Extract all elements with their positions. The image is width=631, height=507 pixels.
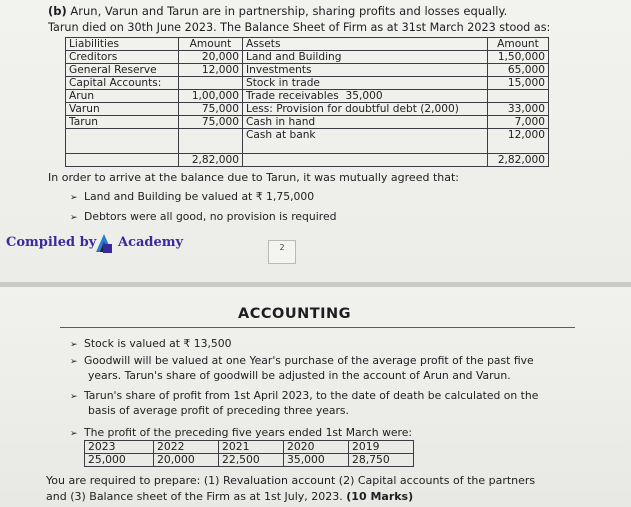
- list-item: [70, 337, 232, 350]
- agreement-intro: In order to arrive at the balance due to Tarun, it was mutually agreed that:: [48, 171, 459, 184]
- table-row: [66, 51, 549, 64]
- cell: 33,000: [488, 103, 549, 116]
- profit-cell: 22,500: [219, 454, 284, 467]
- marks-label: (10 Marks): [346, 490, 414, 503]
- year-cell: 2020: [284, 441, 349, 454]
- profit-cell: 20,000: [154, 454, 219, 467]
- cell: General Reserve: [66, 64, 179, 77]
- cell: [66, 154, 179, 167]
- table-row: [66, 129, 549, 154]
- table-row-total: [66, 154, 549, 167]
- header-assets: Assets: [243, 38, 488, 51]
- arrow-bullet-icon: ➢: [70, 392, 78, 402]
- bullet-text: Stock is valued at ₹ 13,500: [84, 337, 232, 350]
- profit-cell: 35,000: [284, 454, 349, 467]
- cell: 12,000: [488, 129, 549, 154]
- cell: [488, 90, 549, 103]
- cell: Arun: [66, 90, 179, 103]
- cell: Investments: [243, 64, 488, 77]
- header-amount-right: Amount: [488, 38, 549, 51]
- list-item: [70, 389, 538, 402]
- bullet-text: The profit of the preceding five years ended 1st March were:: [84, 426, 413, 439]
- cell: [179, 129, 243, 154]
- bullet-continuation: basis of average profit of preceding three years.: [88, 404, 349, 417]
- requirement-line-one: You are required to prepare: (1) Revaluation account (2) Capital accounts of the partners: [46, 474, 536, 487]
- table-row: [66, 116, 549, 129]
- title-rule: [60, 327, 575, 328]
- cell: Varun: [66, 103, 179, 116]
- cell: Capital Accounts:: [66, 77, 179, 90]
- cell: [243, 154, 488, 167]
- question-heading: (b) Arun, Varun and Tarun are in partnership, sharing profits and losses equally.: [48, 4, 508, 18]
- cell: 15,000: [488, 77, 549, 90]
- bullet-text: Goodwill will be valued at one Year's purchase of the average profit of the past five: [84, 354, 534, 367]
- year-cell: 2022: [154, 441, 219, 454]
- arrow-bullet-icon: ➢: [70, 213, 78, 223]
- arrow-bullet-icon: ➢: [70, 357, 78, 367]
- total-liabilities: 2,82,000: [179, 154, 243, 167]
- compiled-by-label: Compiled by: [6, 235, 97, 250]
- arrow-bullet-icon: ➢: [70, 340, 78, 350]
- cell: Cash at bank: [243, 129, 488, 154]
- cell: [179, 77, 243, 90]
- list-item: [70, 354, 534, 367]
- cell: 75,000: [179, 116, 243, 129]
- table-row: [66, 90, 549, 103]
- year-cell: 2021: [219, 441, 284, 454]
- cell: 65,000: [488, 64, 549, 77]
- requirement-line-two: [46, 490, 413, 503]
- cell: 1,50,000: [488, 51, 549, 64]
- cell: 1,00,000: [179, 90, 243, 103]
- cell: Creditors: [66, 51, 179, 64]
- table-row: [85, 454, 414, 467]
- cell: Stock in trade: [243, 77, 488, 90]
- cell: 12,000: [179, 64, 243, 77]
- bullet-text: Debtors were all good, no provision is required: [84, 210, 337, 223]
- cell: 7,000: [488, 116, 549, 129]
- year-cell: 2023: [85, 441, 154, 454]
- table-row: [66, 64, 549, 77]
- cell: Tarun: [66, 116, 179, 129]
- table-row: [66, 103, 549, 116]
- cell: Trade receivables 35,000: [243, 90, 488, 103]
- cell: 20,000: [179, 51, 243, 64]
- bullet-text: Tarun's share of profit from 1st April 2023, to the date of death be calculated on the: [84, 389, 539, 402]
- academy-label: Academy: [118, 235, 184, 250]
- cell: Land and Building: [243, 51, 488, 64]
- cell: Cash in hand: [243, 116, 488, 129]
- cell: [66, 129, 179, 154]
- requirement-text: and (3) Balance sheet of the Firm as at 1st July, 2023.: [46, 490, 347, 503]
- balance-sheet-table: [65, 37, 549, 167]
- list-item: [70, 210, 336, 223]
- header-amount-left: Amount: [179, 38, 243, 51]
- section-title: ACCOUNTING: [238, 306, 352, 322]
- year-cell: 2019: [349, 441, 414, 454]
- table-row: [85, 441, 414, 454]
- profit-cell: 25,000: [85, 454, 154, 467]
- cell: 75,000: [179, 103, 243, 116]
- academy-logo-icon: [94, 232, 114, 254]
- table-row: [66, 38, 549, 51]
- list-item: [70, 190, 314, 203]
- cell: Less: Provision for doubtful debt (2,000): [243, 103, 488, 116]
- arrow-bullet-icon: ➢: [70, 193, 78, 203]
- question-line-two: Tarun died on 30th June 2023. The Balance Sheet of Firm as at 31st March 2023 stood as:: [48, 21, 551, 34]
- arrow-bullet-icon: ➢: [70, 429, 78, 439]
- bullet-continuation: years. Tarun's share of goodwill be adjusted in the account of Arun and Varun.: [88, 369, 511, 382]
- bullet-text: Land and Building be valued at ₹ 1,75,000: [84, 190, 315, 203]
- page-number: 2: [268, 240, 296, 264]
- profit-cell: 28,750: [349, 454, 414, 467]
- list-item: [70, 426, 412, 439]
- header-liabilities: Liabilities: [66, 38, 179, 51]
- total-assets: 2,82,000: [488, 154, 549, 167]
- table-row: [66, 77, 549, 90]
- profit-table: [84, 440, 414, 467]
